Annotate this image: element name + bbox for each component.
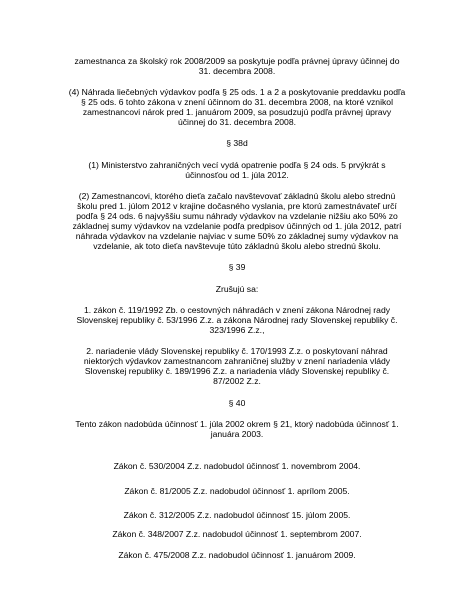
amendment-line: Zákon č. 312/2005 Z.z. nadobudol účinnosť 15. júlom 2005. [123,510,351,520]
paragraph-line: účinnosťou od 1. júla 2012. [185,170,289,180]
paragraph-line: januára 2003. [210,429,264,439]
paragraph-line: podľa § 24 ods. 6 najvyššiu sumu náhrady výdavkov na vzdelanie nižšiu ako 50% zo [76,211,398,221]
amendment-line: Zákon č. 81/2005 Z.z. nadobudol účinnosť 1. aprílom 2005. [124,486,350,496]
paragraph-line: náhrada výdavkov na vzdelanie najviac v sume 50% zo základnej sumy výdavkov na [75,231,399,241]
repeal-item-line: 1. zákon č. 119/1992 Zb. o cestovných náhradách v znení zákona Národnej rady [83,305,391,315]
amendment-line: Zákon č. 348/2007 Z.z. nadobudol účinnosť 1. septembrom 2007. [112,529,362,539]
repeal-item-line: 2. nariadenie vlády Slovenskej republiky č. 170/1993 Z.z. o poskytovaní náhrad [86,346,388,356]
paragraph-line: 31. decembra 2008. [198,66,276,76]
paragraph-line: školu pred 1. júlom 2012 v krajine dočasného vyslania, pre ktorú zamestnávateľ určí [77,201,397,211]
paragraph-line: základnej sumy výdavkov na vzdelanie podľa predpisov účinných od 1. júla 2012, patrí [72,221,402,231]
repeal-intro: Zrušujú sa: [215,284,259,294]
paragraph-line: zamestnanca za školský rok 2008/2009 sa poskytuje podľa právnej úpravy účinnej do [74,56,400,66]
paragraph-line: (4) Náhrada liečebných výdavkov podľa § 25 ods. 1 a 2 a poskytovanie preddavku podľa [68,87,406,97]
paragraph-line: (1) Ministerstvo zahraničných vecí vydá opatrenie podľa § 24 ods. 5 prvýkrát s [88,160,386,170]
amendment-line: Zákon č. 475/2008 Z.z. nadobudol účinnosť 1. januárom 2009. [118,550,356,560]
amendment-line: Zákon č. 530/2004 Z.z. nadobudol účinnosť 1. novembrom 2004. [113,461,361,471]
paragraph-line: Tento zákon nadobúda účinnosť 1. júla 2002 okrem § 21, ktorý nadobúda účinnosť 1. [75,419,399,429]
paragraph-line: zamestnancovi nárok pred 1. januárom 2009, sa posudzujú podľa právnej úpravy [82,107,392,117]
section-heading-38d: § 38d [226,138,248,148]
section-heading-39: § 39 [228,262,246,272]
paragraph-line: účinnej do 31. decembra 2008. [177,117,296,127]
repeal-item-line: 323/1996 Z.z., [209,325,265,335]
paragraph-line: § 25 ods. 6 tohto zákona v znení účinnom do 31. decembra 2008, na ktoré vznikol [81,97,393,107]
repeal-item-line: Slovenskej republiky č. 53/1996 Z.z. a zákona Národnej rady Slovenskej republiky č. [76,315,398,325]
section-heading-40: § 40 [228,398,246,408]
paragraph-line: (2) Zamestnancovi, ktorého dieťa začalo navštevovať základnú školu alebo strednú [78,191,396,201]
repeal-item-line: Slovenskej republiky č. 189/1996 Z.z. a nariadenia vlády Slovenskej republiky č. [84,366,390,376]
repeal-item-line: niektorých výdavkov zamestnancom zahraničnej služby v znení nariadenia vlády [83,356,391,366]
paragraph-line: vzdelanie, ak toto dieťa navštevuje túto základnú školu alebo strednú školu. [93,241,381,251]
repeal-item-line: 87/2002 Z.z. [213,376,261,386]
